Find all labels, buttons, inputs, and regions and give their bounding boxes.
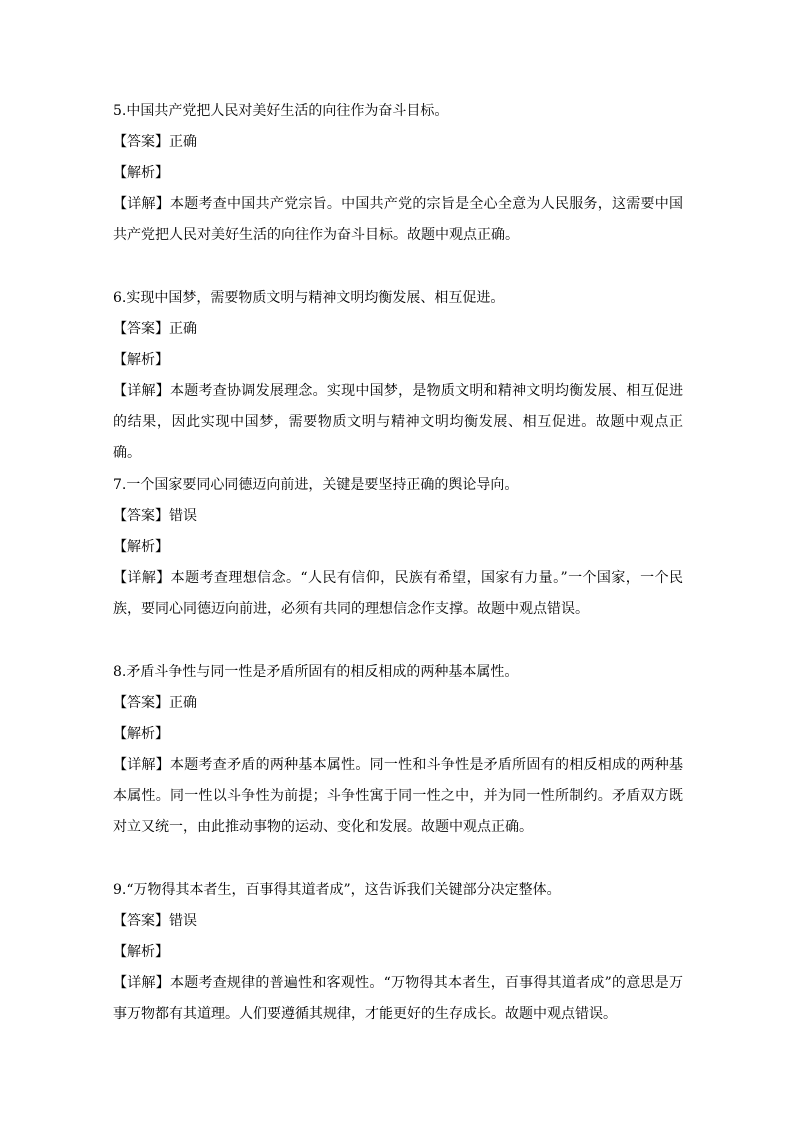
analysis-heading: 【解析】 <box>113 944 169 960</box>
question-block-8 <box>113 657 683 843</box>
analysis-heading: 【解析】 <box>113 165 169 181</box>
detail-paragraph: 【详解】本题考查中国共产党宗旨。中国共产党的宗旨是全心全意为人民服务，这需要中国共产党把人民对美好生活的向往作为奋斗目标。故题中观点正确。 <box>113 196 683 243</box>
question-stem: 8.矛盾斗争性与同一性是矛盾所固有的相反相成的两种基本属性。 <box>113 664 519 680</box>
analysis-heading: 【解析】 <box>113 726 169 742</box>
detail-paragraph: 【详解】本题考查矛盾的两种基本属性。同一性和斗争性是矛盾所固有的相反相成的两种基本属性。同一性以斗争性为前提；斗争性寓于同一性之中，并为同一性所制约。矛盾双方既对立又统一，由此推动事物的运动、变化和发展。故题中观点正确。 <box>113 757 683 835</box>
answer-line: 【答案】正确 <box>113 134 197 150</box>
analysis-heading: 【解析】 <box>113 539 169 555</box>
question-stem: 6.实现中国梦，需要物质文明与精神文明均衡发展、相互促进。 <box>113 290 505 306</box>
detail-paragraph: 【详解】本题考查规律的普遍性和客观性。“万物得其本者生，百事得其道者成”的意思是万事万物都有其道理。人们要遵循其规律，才能更好的生存成长。故题中观点错误。 <box>113 975 683 1022</box>
question-block-7 <box>113 470 683 625</box>
answer-line: 【答案】错误 <box>113 508 197 524</box>
answer-line: 【答案】错误 <box>113 913 197 929</box>
question-stem: 5.中国共产党把人民对美好生活的向往作为奋斗目标。 <box>113 103 449 119</box>
question-stem: 9.“万物得其本者生，百事得其道者成”，这告诉我们关键部分决定整体。 <box>113 882 561 898</box>
answer-line: 【答案】正确 <box>113 695 197 711</box>
question-block-9 <box>113 875 683 1030</box>
answer-line: 【答案】正确 <box>113 321 197 337</box>
detail-paragraph: 【详解】本题考查理想信念。“人民有信仰，民族有希望，国家有力量。”一个国家，一个民族，要同心同德迈向前进，必须有共同的理想信念作支撑。故题中观点错误。 <box>113 570 683 617</box>
analysis-heading: 【解析】 <box>113 352 169 368</box>
question-block-6 <box>113 283 683 469</box>
question-block-5 <box>113 96 683 251</box>
detail-paragraph: 【详解】本题考查协调发展理念。实现中国梦，是物质文明和精神文明均衡发展、相互促进的结果，因此实现中国梦，需要物质文明与精神文明均衡发展、相互促进。故题中观点正确。 <box>113 383 683 461</box>
question-stem: 7.一个国家要同心同德迈向前进，关键是要坚持正确的舆论导向。 <box>113 477 519 493</box>
